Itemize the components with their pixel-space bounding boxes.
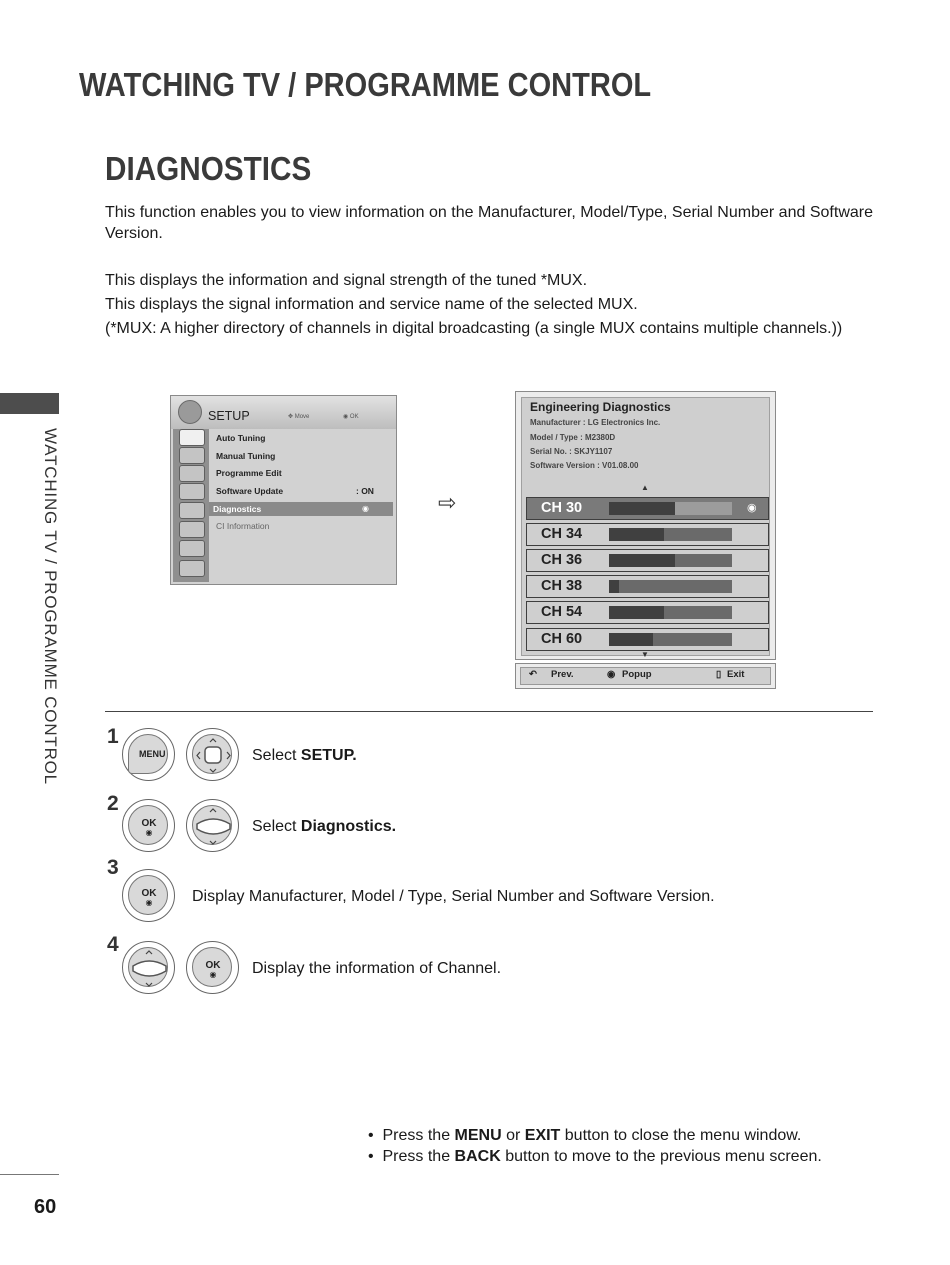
page-number-rule bbox=[0, 1174, 59, 1175]
usb-icon bbox=[179, 560, 205, 577]
footer-exit: Exit bbox=[727, 669, 745, 680]
page-number: 60 bbox=[34, 1196, 57, 1218]
step-4-text: Display the information of Channel. bbox=[252, 960, 502, 977]
signal-strength-bar bbox=[609, 633, 732, 646]
step-1-number: 1 bbox=[107, 725, 119, 748]
ok-button-icon: OK ◉ bbox=[122, 869, 175, 922]
channel-label: CH 34 bbox=[541, 526, 583, 542]
setup-menu-title: SETUP bbox=[208, 409, 250, 423]
signal-strength-bar bbox=[609, 606, 732, 619]
ok-icon: ◉ bbox=[607, 669, 616, 680]
software-update-value: : ON bbox=[356, 486, 374, 496]
channel-row bbox=[526, 575, 769, 598]
audio-icon bbox=[179, 465, 205, 482]
setup-category-icons bbox=[173, 429, 209, 582]
channel-label: CH 36 bbox=[541, 552, 583, 568]
step-3-text: Display Manufacturer, Model / Type, Serial Number and Software Version. bbox=[192, 888, 715, 905]
signal-strength-fill bbox=[609, 528, 664, 541]
mux-note: (*MUX: A higher directory of channels in digital broadcasting (a single MUX contains multiple channels.)) bbox=[105, 320, 843, 337]
navigation-pad-icon bbox=[186, 728, 239, 781]
diagnostics-title: Engineering Diagnostics bbox=[530, 400, 671, 414]
setup-menu-screenshot bbox=[170, 395, 397, 585]
exit-icon: ▯ bbox=[716, 669, 722, 680]
signal-strength-fill bbox=[609, 633, 653, 646]
menu-item-auto-tuning: Auto Tuning bbox=[216, 433, 266, 443]
signal-strength-bar bbox=[609, 502, 732, 515]
setup-ok-hint: ◉ OK bbox=[343, 414, 359, 420]
signal-strength-fill bbox=[609, 502, 675, 515]
mux-line-2: This displays the signal information and service name of the selected MUX. bbox=[105, 296, 638, 313]
diagnostics-footer bbox=[515, 663, 776, 689]
lock-icon bbox=[179, 521, 205, 538]
engineering-diagnostics-screenshot bbox=[515, 391, 776, 660]
channel-label: CH 54 bbox=[541, 604, 583, 620]
channel-label: CH 30 bbox=[541, 500, 583, 516]
signal-strength-bar bbox=[609, 528, 732, 541]
channel-row bbox=[526, 549, 769, 572]
ok-button-label: OK bbox=[141, 818, 157, 829]
section-divider bbox=[105, 711, 873, 712]
move-label: Move bbox=[294, 414, 310, 420]
step-2-text: Select Diagnostics. bbox=[252, 818, 397, 835]
page-title: WATCHING TV / PROGRAMME CONTROL bbox=[79, 66, 652, 103]
signal-strength-fill bbox=[609, 554, 675, 567]
channel-label: CH 60 bbox=[541, 631, 583, 647]
scroll-up-icon: ▲ bbox=[641, 483, 649, 492]
mux-line-1: This displays the information and signal strength of the tuned *MUX. bbox=[105, 272, 588, 289]
next-step-arrow-icon: ⇨ bbox=[438, 490, 457, 515]
sidebar-label: WATCHING TV / PROGRAMME CONTROL bbox=[41, 428, 60, 785]
signal-strength-bar bbox=[609, 580, 732, 593]
up-down-button-icon bbox=[186, 799, 239, 852]
ok-label: OK bbox=[349, 414, 359, 420]
menu-button-icon bbox=[122, 728, 175, 781]
diagnostics-footer-bar bbox=[520, 667, 771, 685]
satellite-dish-icon bbox=[178, 400, 202, 424]
intro-paragraph: This function enables you to view information on the Manufacturer, Model/Type, Serial Number and Software Version. bbox=[105, 204, 873, 242]
serial-info: Serial No. : SKJY1107 bbox=[530, 447, 613, 456]
setup-icon bbox=[179, 429, 205, 446]
step-2-number: 2 bbox=[107, 792, 119, 815]
ok-button-icon: OK ◉ bbox=[122, 799, 175, 852]
note-back: • Press the BACK button to move to the previous menu screen. bbox=[368, 1148, 822, 1165]
scroll-down-icon: ▼ bbox=[641, 650, 649, 659]
option-icon bbox=[179, 502, 205, 519]
model-info: Model / Type : M2380D bbox=[530, 433, 616, 442]
ok-button-label: OK bbox=[141, 888, 157, 899]
signal-strength-fill bbox=[609, 606, 664, 619]
setup-menu-header bbox=[171, 396, 396, 429]
back-icon: ↶ bbox=[529, 669, 537, 680]
selected-ok-icon: ◉ bbox=[747, 502, 757, 514]
menu-item-manual-tuning: Manual Tuning bbox=[216, 451, 276, 461]
channel-row bbox=[526, 601, 769, 624]
input-icon bbox=[179, 540, 205, 557]
channel-row bbox=[526, 523, 769, 546]
menu-item-software-update: Software Update bbox=[216, 486, 284, 496]
ok-button-icon: OK ◉ bbox=[186, 941, 239, 994]
clock-icon bbox=[179, 483, 205, 500]
footer-popup: Popup bbox=[622, 669, 652, 680]
step-1-text: Select SETUP. bbox=[252, 747, 357, 764]
up-down-button-icon bbox=[122, 941, 175, 994]
signal-strength-fill bbox=[609, 580, 619, 593]
diagnostics-panel bbox=[521, 397, 770, 659]
ok-marker-icon: ◉ bbox=[362, 504, 369, 513]
ok-button-label: OK bbox=[205, 960, 221, 971]
channel-row bbox=[526, 497, 769, 520]
picture-icon bbox=[179, 447, 205, 464]
footer-prev: Prev. bbox=[551, 669, 574, 680]
note-menu-exit: • Press the MENU or EXIT button to close the menu window. bbox=[368, 1127, 802, 1144]
channel-label: CH 38 bbox=[541, 578, 583, 594]
menu-button-label: MENU bbox=[139, 749, 166, 759]
section-title: DIAGNOSTICS bbox=[105, 150, 312, 187]
menu-item-diagnostics: Diagnostics bbox=[213, 504, 262, 514]
channel-row bbox=[526, 628, 769, 651]
step-3-number: 3 bbox=[107, 856, 119, 879]
side-tab-marker bbox=[0, 393, 59, 414]
step-4-number: 4 bbox=[107, 933, 119, 956]
manufacturer-info: Manufacturer : LG Electronics Inc. bbox=[530, 418, 661, 427]
software-version-info: Software Version : V01.08.00 bbox=[530, 461, 639, 470]
menu-item-programme-edit: Programme Edit bbox=[216, 468, 282, 478]
setup-move-hint: ✥ Move bbox=[288, 414, 310, 420]
signal-strength-bar bbox=[609, 554, 732, 567]
menu-item-ci-information: CI Information bbox=[216, 521, 270, 531]
